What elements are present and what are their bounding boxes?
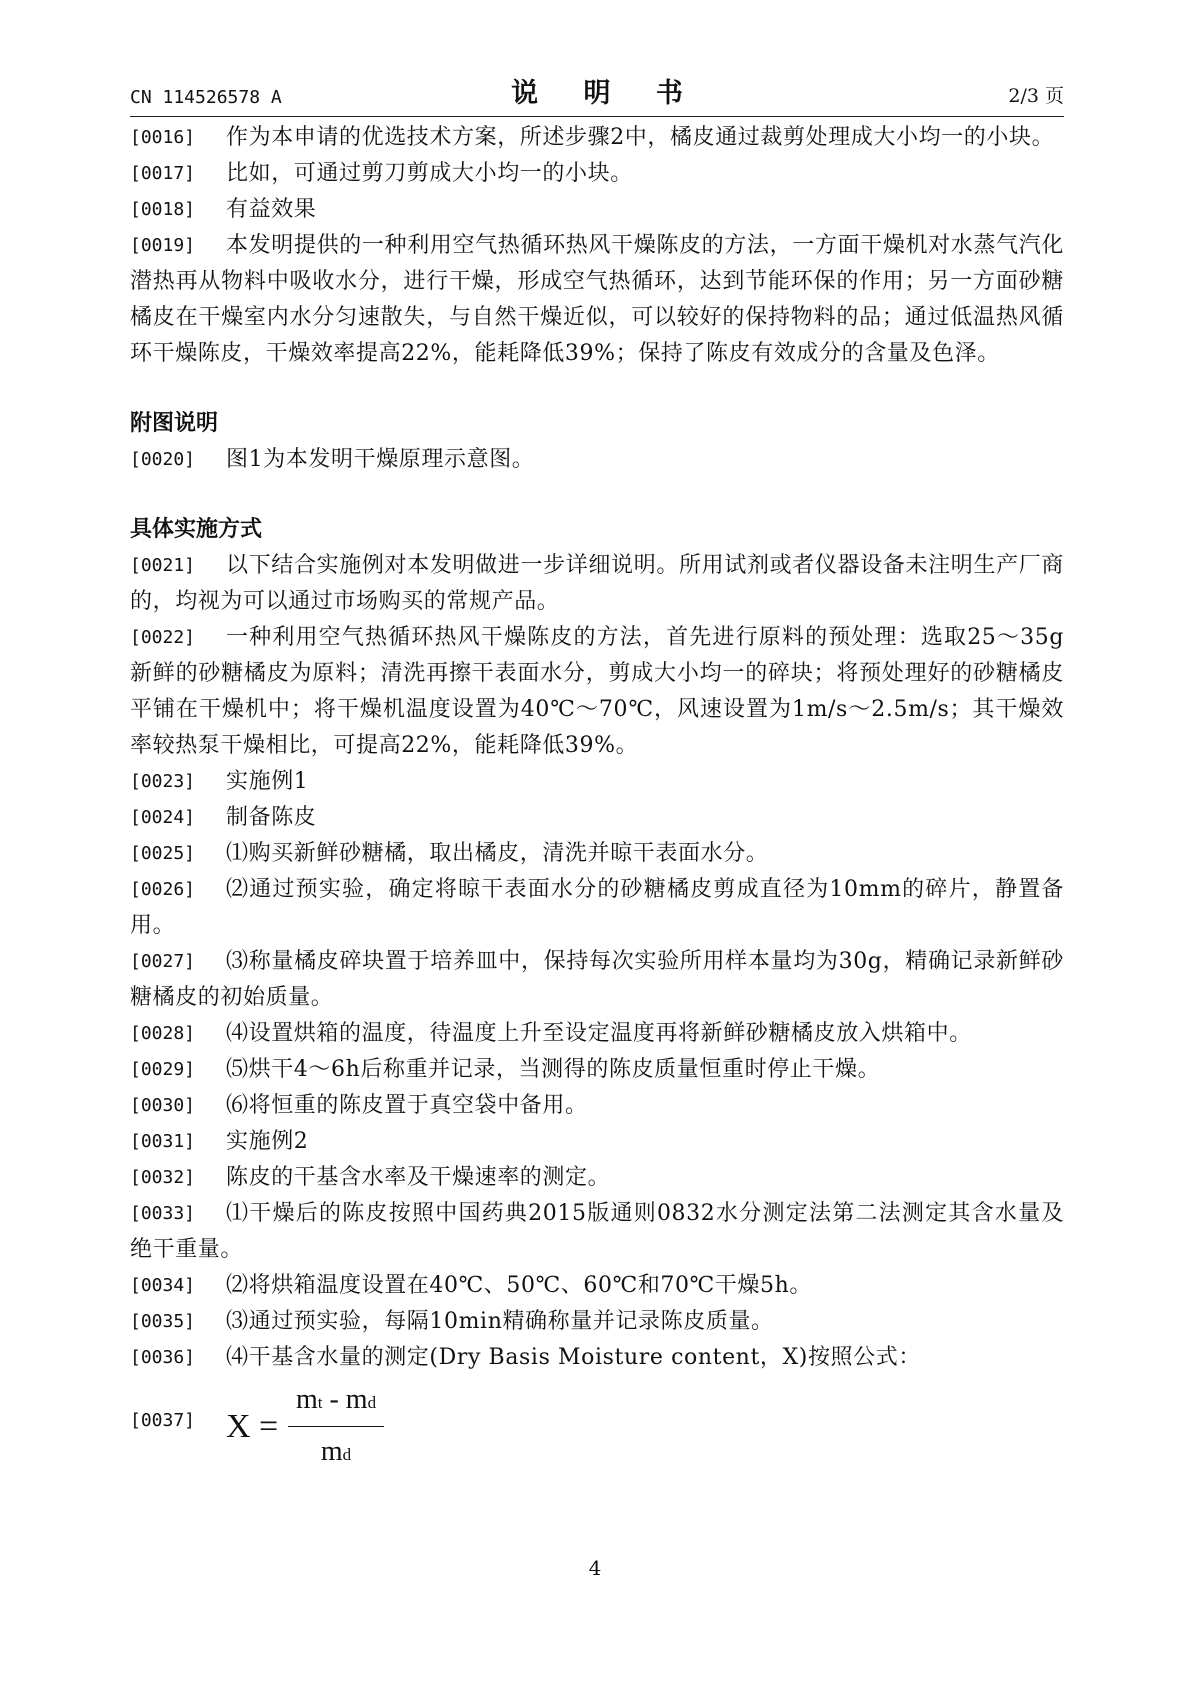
paragraph bbox=[130, 1124, 1064, 1160]
paragraph-group-embodiments bbox=[130, 548, 1064, 1376]
paragraph-text: 以下结合实施例对本发明做进一步详细说明。所用试剂或者仪器设备未注明生产厂商的，均视为可以通过市场购买的常规产品。 bbox=[130, 553, 1064, 614]
paragraph bbox=[130, 1196, 1064, 1268]
paragraph-text: ⑵将烘箱温度设置在40℃、50℃、60℃和70℃干燥5h。 bbox=[226, 1273, 812, 1298]
paragraph-number: [0035] bbox=[130, 1311, 196, 1332]
paragraph-number: [0032] bbox=[130, 1167, 196, 1188]
paragraph-number: [0019] bbox=[130, 235, 196, 256]
paragraph bbox=[130, 872, 1064, 944]
numerator-subscript-t: t bbox=[317, 1393, 323, 1412]
page-counter: 2/3 页 bbox=[1008, 85, 1064, 107]
paragraph bbox=[130, 548, 1064, 620]
paragraph bbox=[130, 764, 1064, 800]
paragraph bbox=[130, 192, 1064, 228]
paragraph-number: [0028] bbox=[130, 1023, 196, 1044]
paragraph-number: [0018] bbox=[130, 199, 196, 220]
paragraph bbox=[130, 120, 1064, 156]
paragraph-text: 本发明提供的一种利用空气热循环热风干燥陈皮的方法，一方面干燥机对水蒸气汽化潜热再从物料中吸收水分，进行干燥，形成空气热循环，达到节能环保的作用；另一方面砂糖橘皮在干燥室内水分匀速散失，与自然干燥近似，可以较好的保持物料的品；通过低温热风循环干燥陈皮，干燥效率提高22%，能耗降低39%；保持了陈皮有效成分的含量及色泽。 bbox=[130, 233, 1064, 366]
paragraph-number: [0017] bbox=[130, 163, 196, 184]
section-gap bbox=[130, 478, 1064, 512]
paragraph-text: 比如，可通过剪刀剪成大小均一的小块。 bbox=[226, 161, 633, 186]
paragraph-text: 制备陈皮 bbox=[226, 805, 317, 830]
paragraph-number: [0022] bbox=[130, 627, 196, 648]
paragraph-number: [0020] bbox=[130, 449, 196, 470]
paragraph bbox=[130, 1160, 1064, 1196]
paragraph bbox=[130, 228, 1064, 372]
formula-lhs: X = bbox=[226, 1408, 279, 1445]
paragraph-number: [0024] bbox=[130, 807, 196, 828]
paragraph bbox=[130, 1304, 1064, 1340]
paragraph-text: 实施例1 bbox=[226, 769, 309, 794]
paragraph-text: ⑶通过预实验，每隔10min精确称量并记录陈皮质量。 bbox=[226, 1309, 774, 1334]
paragraph-text: 实施例2 bbox=[226, 1129, 309, 1154]
paragraph-text: ⑷设置烘箱的温度，待温度上升至设定温度再将新鲜砂糖橘皮放入烘箱中。 bbox=[226, 1021, 972, 1046]
document-body bbox=[130, 120, 1064, 1476]
paragraph-number: [0034] bbox=[130, 1275, 196, 1296]
paragraph-text: ⑸烘干4～6h后称重并记录，当测得的陈皮质量恒重时停止干燥。 bbox=[226, 1057, 881, 1082]
document-title: 说 明 书 bbox=[511, 78, 701, 109]
paragraph-text: 图1为本发明干燥原理示意图。 bbox=[226, 447, 535, 472]
paragraph-number: [0029] bbox=[130, 1059, 196, 1080]
numerator-mass-total: m bbox=[295, 1384, 318, 1415]
paragraph bbox=[130, 944, 1064, 1016]
paragraph bbox=[130, 1088, 1064, 1124]
paragraph-number: [0037] bbox=[130, 1410, 196, 1431]
paragraph-text: ⑴干燥后的陈皮按照中国药典2015版通则0832水分测定法第二法测定其含水量及绝干重量。 bbox=[130, 1201, 1064, 1262]
paragraph-text: ⑵通过预实验，确定将晾干表面水分的砂糖橘皮剪成直径为10mm的碎片，静置备用。 bbox=[130, 877, 1064, 938]
numerator-subscript-d: d bbox=[367, 1393, 377, 1412]
paragraph bbox=[130, 836, 1064, 872]
paragraph-text: ⑹将恒重的陈皮置于真空袋中备用。 bbox=[226, 1093, 588, 1118]
paragraph-group-benefits bbox=[130, 120, 1064, 372]
paragraph-text: 一种利用空气热循环热风干燥陈皮的方法，首先进行原料的预处理：选取25～35g新鲜的砂糖橘皮为原料；清洗再擦干表面水分，剪成大小均一的碎块；将预处理好的砂糖橘皮平铺在干燥机中；将干燥机温度设置为40℃～70℃，风速设置为1m/s～2.5m/s；其干燥效率较热泵干燥相比，可提高22%，能耗降低39%。 bbox=[130, 625, 1064, 758]
numerator-minus: - bbox=[322, 1384, 346, 1415]
paragraph bbox=[130, 442, 1064, 478]
paragraph-number: [0036] bbox=[130, 1347, 196, 1368]
denominator-mass-dry: m bbox=[320, 1436, 343, 1467]
fraction-bar bbox=[288, 1426, 384, 1427]
formula-denominator bbox=[288, 1436, 384, 1468]
denominator-subscript-d: d bbox=[342, 1445, 352, 1464]
paragraph-text: 有益效果 bbox=[226, 197, 317, 222]
formula-fraction bbox=[288, 1380, 384, 1476]
paragraph-number: [0021] bbox=[130, 555, 196, 576]
section-heading-figures: 附图说明 bbox=[130, 411, 219, 436]
paragraph bbox=[130, 1268, 1064, 1304]
paragraph-text: ⑷干基含水量的测定(Dry Basis Moisture content，X)按照公式： bbox=[226, 1345, 921, 1370]
paragraph bbox=[130, 156, 1064, 192]
paragraph-number: [0031] bbox=[130, 1131, 196, 1152]
paragraph-text: 作为本申请的优选技术方案，所述步骤2中，橘皮通过裁剪处理成大小均一的小块。 bbox=[226, 125, 1055, 150]
page-header bbox=[130, 66, 1064, 117]
paragraph-text: ⑶称量橘皮碎块置于培养皿中，保持每次实验所用样本量均为30g，精确记录新鲜砂糖橘皮的初始质量。 bbox=[130, 949, 1064, 1010]
paragraph-number: [0027] bbox=[130, 951, 196, 972]
paragraph-number: [0016] bbox=[130, 127, 196, 148]
paragraph-number: [0023] bbox=[130, 771, 196, 792]
section-heading-embodiments: 具体实施方式 bbox=[130, 517, 263, 542]
paragraph bbox=[130, 800, 1064, 836]
formula-numerator bbox=[288, 1384, 384, 1416]
document-number: CN 114526578 A bbox=[130, 87, 282, 108]
paragraph-number: [0026] bbox=[130, 879, 196, 900]
paragraph-text: ⑴购买新鲜砂糖橘，取出橘皮，清洗并晾干表面水分。 bbox=[226, 841, 769, 866]
paragraph bbox=[130, 1016, 1064, 1052]
section-gap bbox=[130, 372, 1064, 406]
paragraph bbox=[130, 1052, 1064, 1088]
paragraph-number: [0030] bbox=[130, 1095, 196, 1116]
paragraph-group-figures bbox=[130, 442, 1064, 478]
paragraph bbox=[130, 620, 1064, 764]
paragraph-text: 陈皮的干基含水率及干燥速率的测定。 bbox=[226, 1165, 611, 1190]
paragraph-number: [0025] bbox=[130, 843, 196, 864]
paragraph-number: [0033] bbox=[130, 1203, 196, 1224]
page-number: 4 bbox=[588, 1556, 602, 1580]
numerator-mass-dry: m bbox=[345, 1384, 368, 1415]
paragraph bbox=[130, 1340, 1064, 1376]
formula-paragraph bbox=[130, 1380, 1064, 1476]
